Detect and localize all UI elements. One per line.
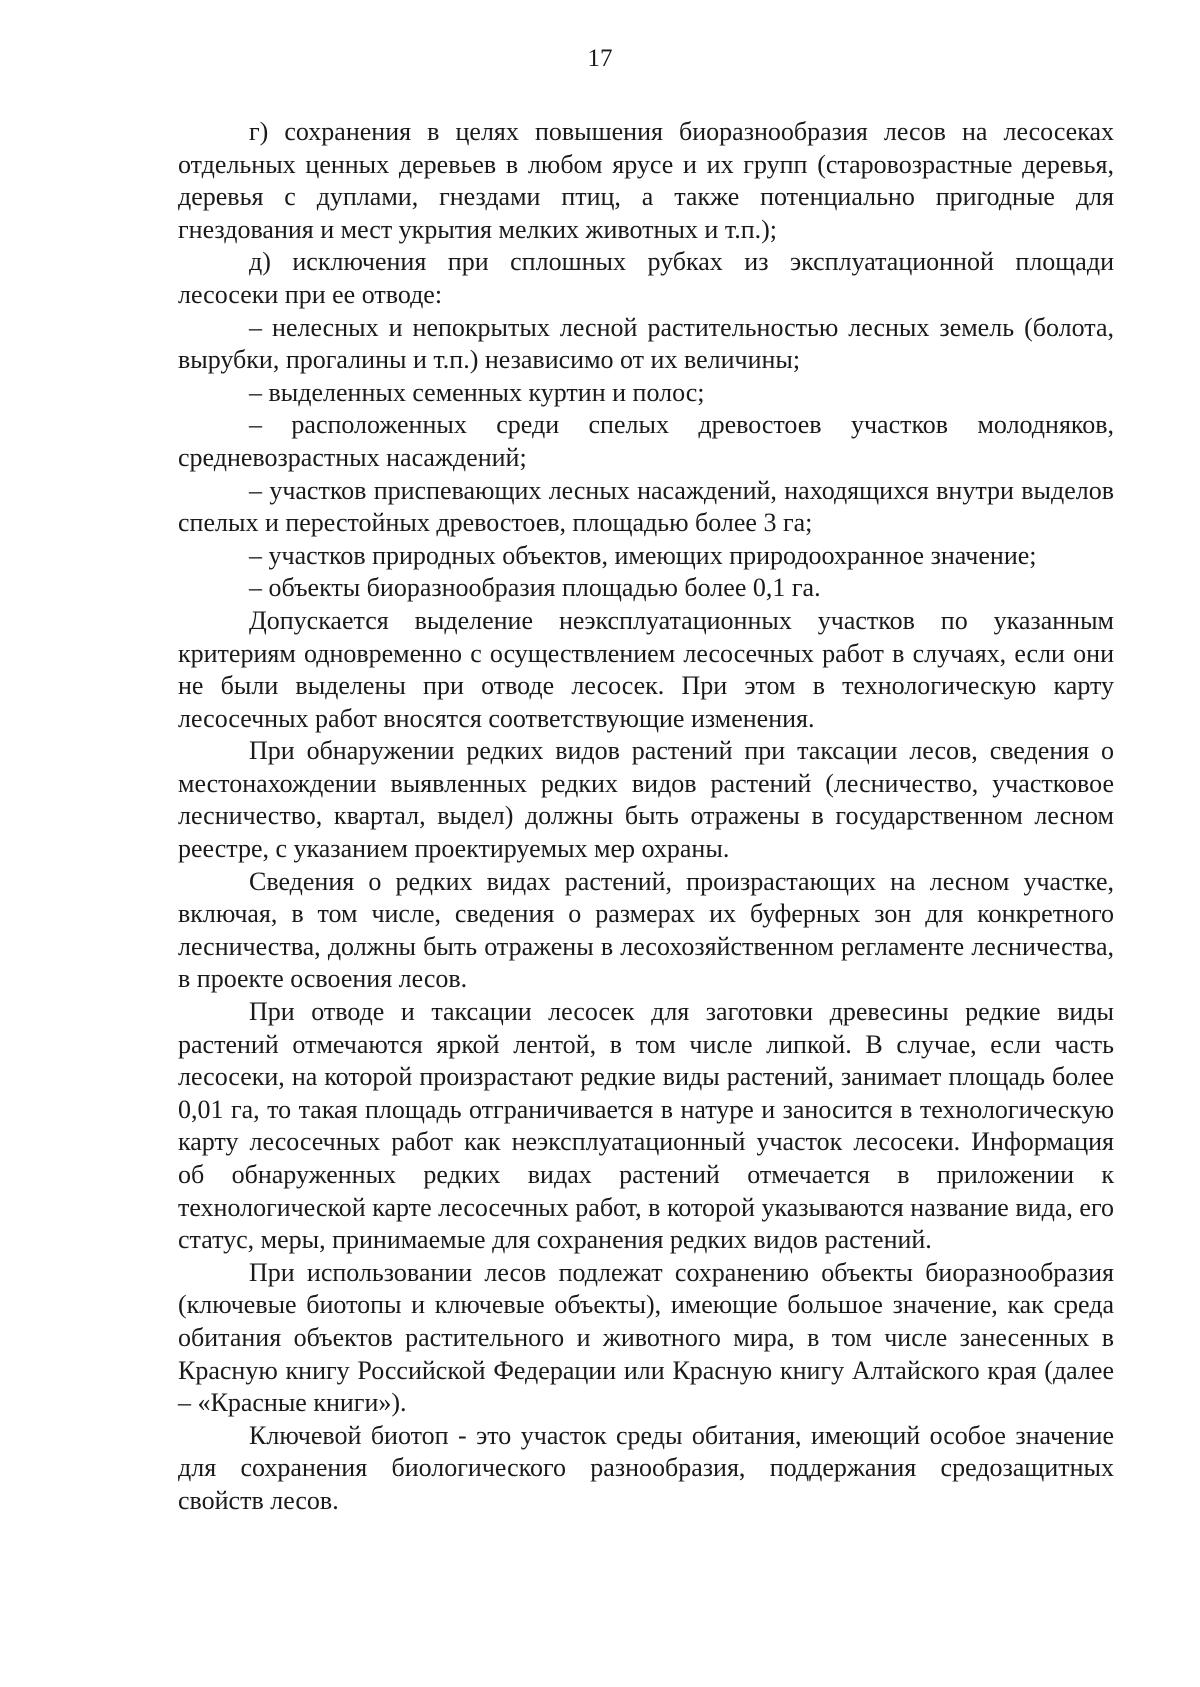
paragraph-rare-plants-detection: При обнаружении редких видов растений при таксации лесов, сведения о местонахождении выявленных редких видов растений (лесничество, участковое лесничество, квартал, выдел) должны быть отражены в государственном лесном реестре, с указанием проектируемых мер охраны. bbox=[178, 736, 1114, 864]
list-item-nonforest-lands: – нелесных и непокрытых лесной растительностью лесных земель (болота, вырубки, прогалины и т.п.) независимо от их величины; bbox=[178, 312, 1114, 375]
list-item-seed-clumps: – выделенных семенных куртин и полос; bbox=[249, 377, 705, 407]
list-item-biodiversity-objects: – объекты биоразнообразия площадью более 0,1 га. bbox=[249, 573, 821, 603]
paragraph-d-exclusion: д) исключения при сплошных рубках из эксплуатационной площади лесосеки при ее отводе: bbox=[178, 247, 1114, 309]
paragraph-key-biotope: Ключевой биотоп - это участок среды обитания, имеющий особое значение для сохранения биологического разнообразия, поддержания средозащитных свойств лесов. bbox=[178, 1420, 1114, 1515]
page-number: 17 bbox=[587, 45, 613, 72]
paragraph-rare-plants-marking: При отводе и таксации лесосек для заготовки древесины редкие виды растений отмечаются яркой лентой, в том числе липкой. В случае, если часть лесосеки, на которой произрастают редкие виды растений, занимает площадь более 0,01 га, то такая площадь отграничивается в натуре и заносится в технологическую карту лесосечных работ как неэксплуатационный участок лесосеки. Информация об обнаруженных редких видах растений отмечается в приложении к технологической карте лесосечных работ, в которой указываются название вида, его статус, меры, принимаемые для сохранения редких видов растений. bbox=[178, 997, 1114, 1255]
list-item-natural-objects: – участков природных объектов, имеющих природоохранное значение; bbox=[249, 540, 1037, 570]
list-item-maturing-stands: – участков приспевающих лесных насаждений, находящихся внутри выделов спелых и перестойных древостоев, площадью более 3 га; bbox=[178, 475, 1114, 538]
document-body bbox=[178, 116, 1114, 1518]
list-item-young-stands: – расположенных среди спелых древостоев участков молодняков, средневозрастных насаждений; bbox=[178, 410, 1114, 472]
paragraph-biodiversity-objects: При использовании лесов подлежат сохранению объекты биоразнообразия (ключевые биотопы и ключевые объекты), имеющие большое значение, как среда обитания объектов растительного и животного мира, в том числе занесенных в Красную книгу Российской Федерации или Красную книгу Алтайского края (далее – «Красные книги»). bbox=[178, 1257, 1114, 1418]
paragraph-g-preservation: г) сохранения в целях повышения биоразнообразия лесов на лесосеках отдельных ценных деревьев в любом ярусе и их групп (старовозрастные деревья, деревья с дуплами, гнездами птиц, а также потенциально пригодные для гнездования и мест укрытия мелких животных и т.п.); bbox=[178, 117, 1114, 244]
paragraph-nonoperational-areas: Допускается выделение неэксплуатационных участков по указанным критериям одновременно с осуществлением лесосечных работ в случаях, если они не были выделены при отводе лесосек. При этом в технологическую карту лесосечных работ вносятся соответствующие изменения. bbox=[178, 605, 1114, 733]
paragraph-rare-plants-records: Сведения о редких видах растений, произрастающих на лесном участке, включая, в том числе, сведения о размерах их буферных зон для конкретного лесничества, должны быть отражены в лесохозяйственном регламенте лесничества, в проекте освоения лесов. bbox=[178, 866, 1114, 994]
